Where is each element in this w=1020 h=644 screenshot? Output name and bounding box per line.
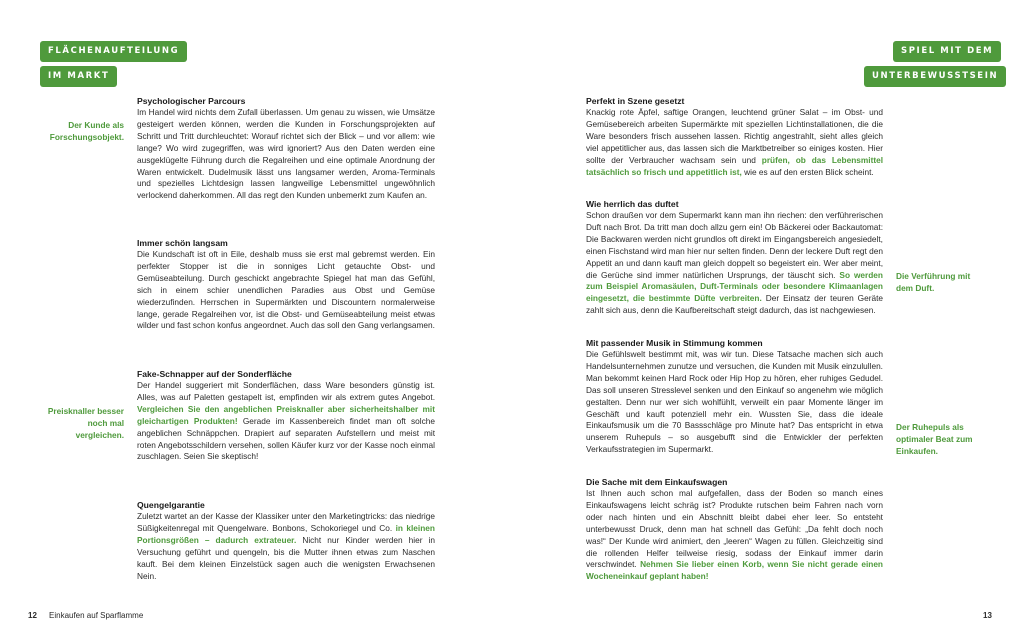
article-section	[586, 337, 883, 456]
highlight-text: in kleinen Portionsgrößen – dadurch extrateuer.	[137, 522, 435, 545]
section-heading: Psychologischer Parcours	[137, 96, 246, 106]
article-section	[586, 198, 883, 317]
text-run: Nicht nur Kinder werden hier in Versuchung geführt und quengeln, bis die Mutter ihnen etwas zum Naschen kauft. Bei dem kleinen Einzelstück sagen auch die wenigsten Erwachsenen Nein.	[137, 534, 435, 581]
highlight-text: Nehmen Sie lieber einen Korb, wenn Sie nicht gerade einen Wocheneinkauf geplant haben!	[586, 559, 884, 582]
margin-note: Preisknaller besser noch mal vergleichen.	[47, 406, 124, 440]
section-text: Im Handel wird nichts dem Zufall überlassen. Um genau zu wissen, wie Umsätze gesteigert werden können, werden die Kunden in Forschungsprojekten auf Schritt und Tritt durchleuchtet: Worauf richtet sich der Blick – und vor allem: wie lange? Wo wird zugegriffen, was wird ignoriert? Aus den Daten werden eine ausgeklügelte Führung durch die Regalreihen und eine optimale Anordnung der Waren entwickelt. Dudelmusik lässt uns langsamer werden, Aroma-Terminals und spezielles Lichtdesign lassen langweilige Lebensmittel ungewöhnlich verlockend daherkommen. All das regt den Kunden unbemerkt zum Kaufen an.	[137, 107, 435, 201]
section-heading: Quengelgarantie	[137, 500, 205, 510]
highlight-text: prüfen, ob das Lebensmittel tatsächlich so frisch und appetitlich ist,	[586, 154, 884, 177]
section-text: Die Kundschaft ist oft in Eile, deshalb muss sie erst mal gebremst werden. Ein perfekter Stopper ist die in sonniges Licht getauchte Obst- und Gemüseabteilung. Durch geschickt angebrachte Spiegel hat man das Gefühl, sich in einem schier unendlichen Paradies aus Obst und Gemüse wiederzufinden. Herrschen in Supermärkten und Discountern normalerweise lange, gerade Regalreihen vor, ist die Obst- und Gemüseabteilung meist etwas wilder und fast schon konfus angeordnet. Auch das soll den Gang verlangsamen.	[137, 249, 435, 331]
article-section	[586, 476, 883, 583]
text-run: Der Handel suggeriert mit Sonderflächen, dass Ware besonders günstig ist. Alles, was auf Paletten gestapelt ist, empfinden wir als extrem gutes Angebot.	[137, 380, 435, 402]
text-run: Knackig rote Äpfel, saftige Orangen, leuchtend grüner Salat – im Obst- und Gemüsebereich arbeiten Supermärkte mit speziellen Lichtinstallationen, die die Ware besonders frisch aussehen lassen. Richtig angestrahlt, sieht alles gleich viel appetitlicher aus, das lassen sich die Marktbetreiber so einiges kosten. Hier sollte der Verbraucher wachsam sein und	[586, 107, 883, 165]
text-run: Zuletzt wartet an der Kasse der Klassiker unter den Marketingtricks: das niedrige Süßigkeitenregal mit Quengelware. Bonbons, Schokoriegel und Co.	[137, 511, 435, 533]
section-tag-line2: UNTERBEWUSSTSEIN	[864, 66, 1006, 87]
article-section	[137, 368, 435, 463]
running-title: Einkaufen auf Sparflamme	[49, 611, 144, 620]
highlight-text: So werden zum Beispiel Aromasäulen, Duft-Terminals oder besondere Klimaanlagen eingesetzt, die bestimmte Düfte verbreiten.	[586, 269, 883, 304]
section-tag-line1: SPIEL MIT DEM	[893, 41, 1001, 62]
article-section	[137, 499, 435, 582]
section-text	[586, 107, 883, 178]
text-run: Gerade im Kassenbereich findet man oft solche angeblichen Schnäppchen. Drapiert auf separaten Aufstellern und meist mit roten Angebotsschildern versehen, sollen Käufer kurz vor der Kasse noch einmal zuschlagen. Seien Sie skeptisch!	[137, 415, 435, 462]
section-text	[137, 511, 435, 582]
margin-note: Die Verführung mit dem Duft.	[896, 271, 971, 293]
section-heading: Perfekt in Szene gesetzt	[586, 96, 685, 106]
section-text	[586, 210, 883, 317]
section-heading: Die Sache mit dem Einkaufswagen	[586, 477, 728, 487]
article-section	[137, 95, 435, 202]
margin-note: Der Ruhepuls als optimaler Beat zum Einkaufen.	[896, 422, 973, 456]
section-tag-line1: FLÄCHENAUFTEILUNG	[40, 41, 187, 62]
article-section	[137, 237, 435, 332]
text-run: Der Einsatz der teuren Geräte zahlt sich aus, denn die Kaufbereitschaft steigt dadurch, das ist nachgewiesen.	[586, 293, 884, 316]
section-text	[137, 380, 435, 463]
section-text	[586, 488, 883, 583]
section-heading: Immer schön langsam	[137, 238, 228, 248]
page-number: 12	[28, 611, 37, 620]
text-run: wie es auf den ersten Blick scheint.	[741, 166, 874, 177]
text-run: Ist Ihnen auch schon mal aufgefallen, dass der Boden so manch eines Einkaufswagens leicht schräg ist? Produkte rutschen beim Fahren nach vorn oder nach hinten und ein Abschnitt bleibt dabei eher leer. So entsteht unterbewusst Druck, denn man hat schnell das Gefühl: „Da fehlt doch noch was!“ Der Kunde wird animiert, den „leeren“ Wagen zu füllen. Gleichzeitig sind die rollenden Helfer teilweise riesig, sodass der Einkauf immer darin verschwindet.	[586, 488, 883, 570]
text-run: Schon draußen vor dem Supermarkt kann man ihn riechen: den verführerischen Duft nach Brot. Da tritt man doch allzu gern ein! Ob Bäckerei oder Backautomat: Die Backwaren werden nicht grundlos oft direkt im Eingangsbereich angesiedelt, einen Fischstand wird man hier nur selten finden. Denn der leckere Duft regt den Appetit an und dann kauft man gleich doppelt so begeistert ein. Wer aber meint, die Gerüche sind immer natürlichen Ursprungs, der täuscht sich.	[586, 210, 883, 280]
highlight-text: Vergleichen Sie den angeblichen Preisknaller aber sicherheitshalber mit gleichartigen Produkten!	[137, 403, 435, 426]
article-section	[586, 95, 883, 178]
section-heading: Wie herrlich das duftet	[586, 199, 679, 209]
section-heading: Fake-Schnapper auf der Sonderfläche	[137, 369, 292, 379]
section-text: Die Gefühlswelt bestimmt mit, was wir tun. Diese Tatsache machen sich auch Handelsunternehmen zunutze und versuchen, die Kunden mit Musik einzulullen. Man bekommt keinen Hard Rock oder Hip Hop zu hören, eher ruhiges Gedudel. Das soll unseren Stresslevel senken und den Einkauf so angenehm wie möglich gestalten. Denn nur wer sich wohlfühlt, verweilt ein paar Momente länger im Geschäft und kauft potenziell mehr ein. Wussten Sie, dass die ideale Einkaufsmusik um die 70 Bassschläge pro Minute hat? Das entspricht in etwa unserem Ruhepuls – so ausgebufft sind die Entwickler der perfekten Verkaufsstrategien im Supermarkt.	[586, 349, 883, 455]
margin-note: Der Kunde als Forschungsobjekt.	[49, 120, 124, 142]
section-tag-line2: IM MARKT	[40, 66, 117, 87]
section-heading: Mit passender Musik in Stimmung kommen	[586, 338, 763, 348]
page-number: 13	[983, 611, 992, 620]
